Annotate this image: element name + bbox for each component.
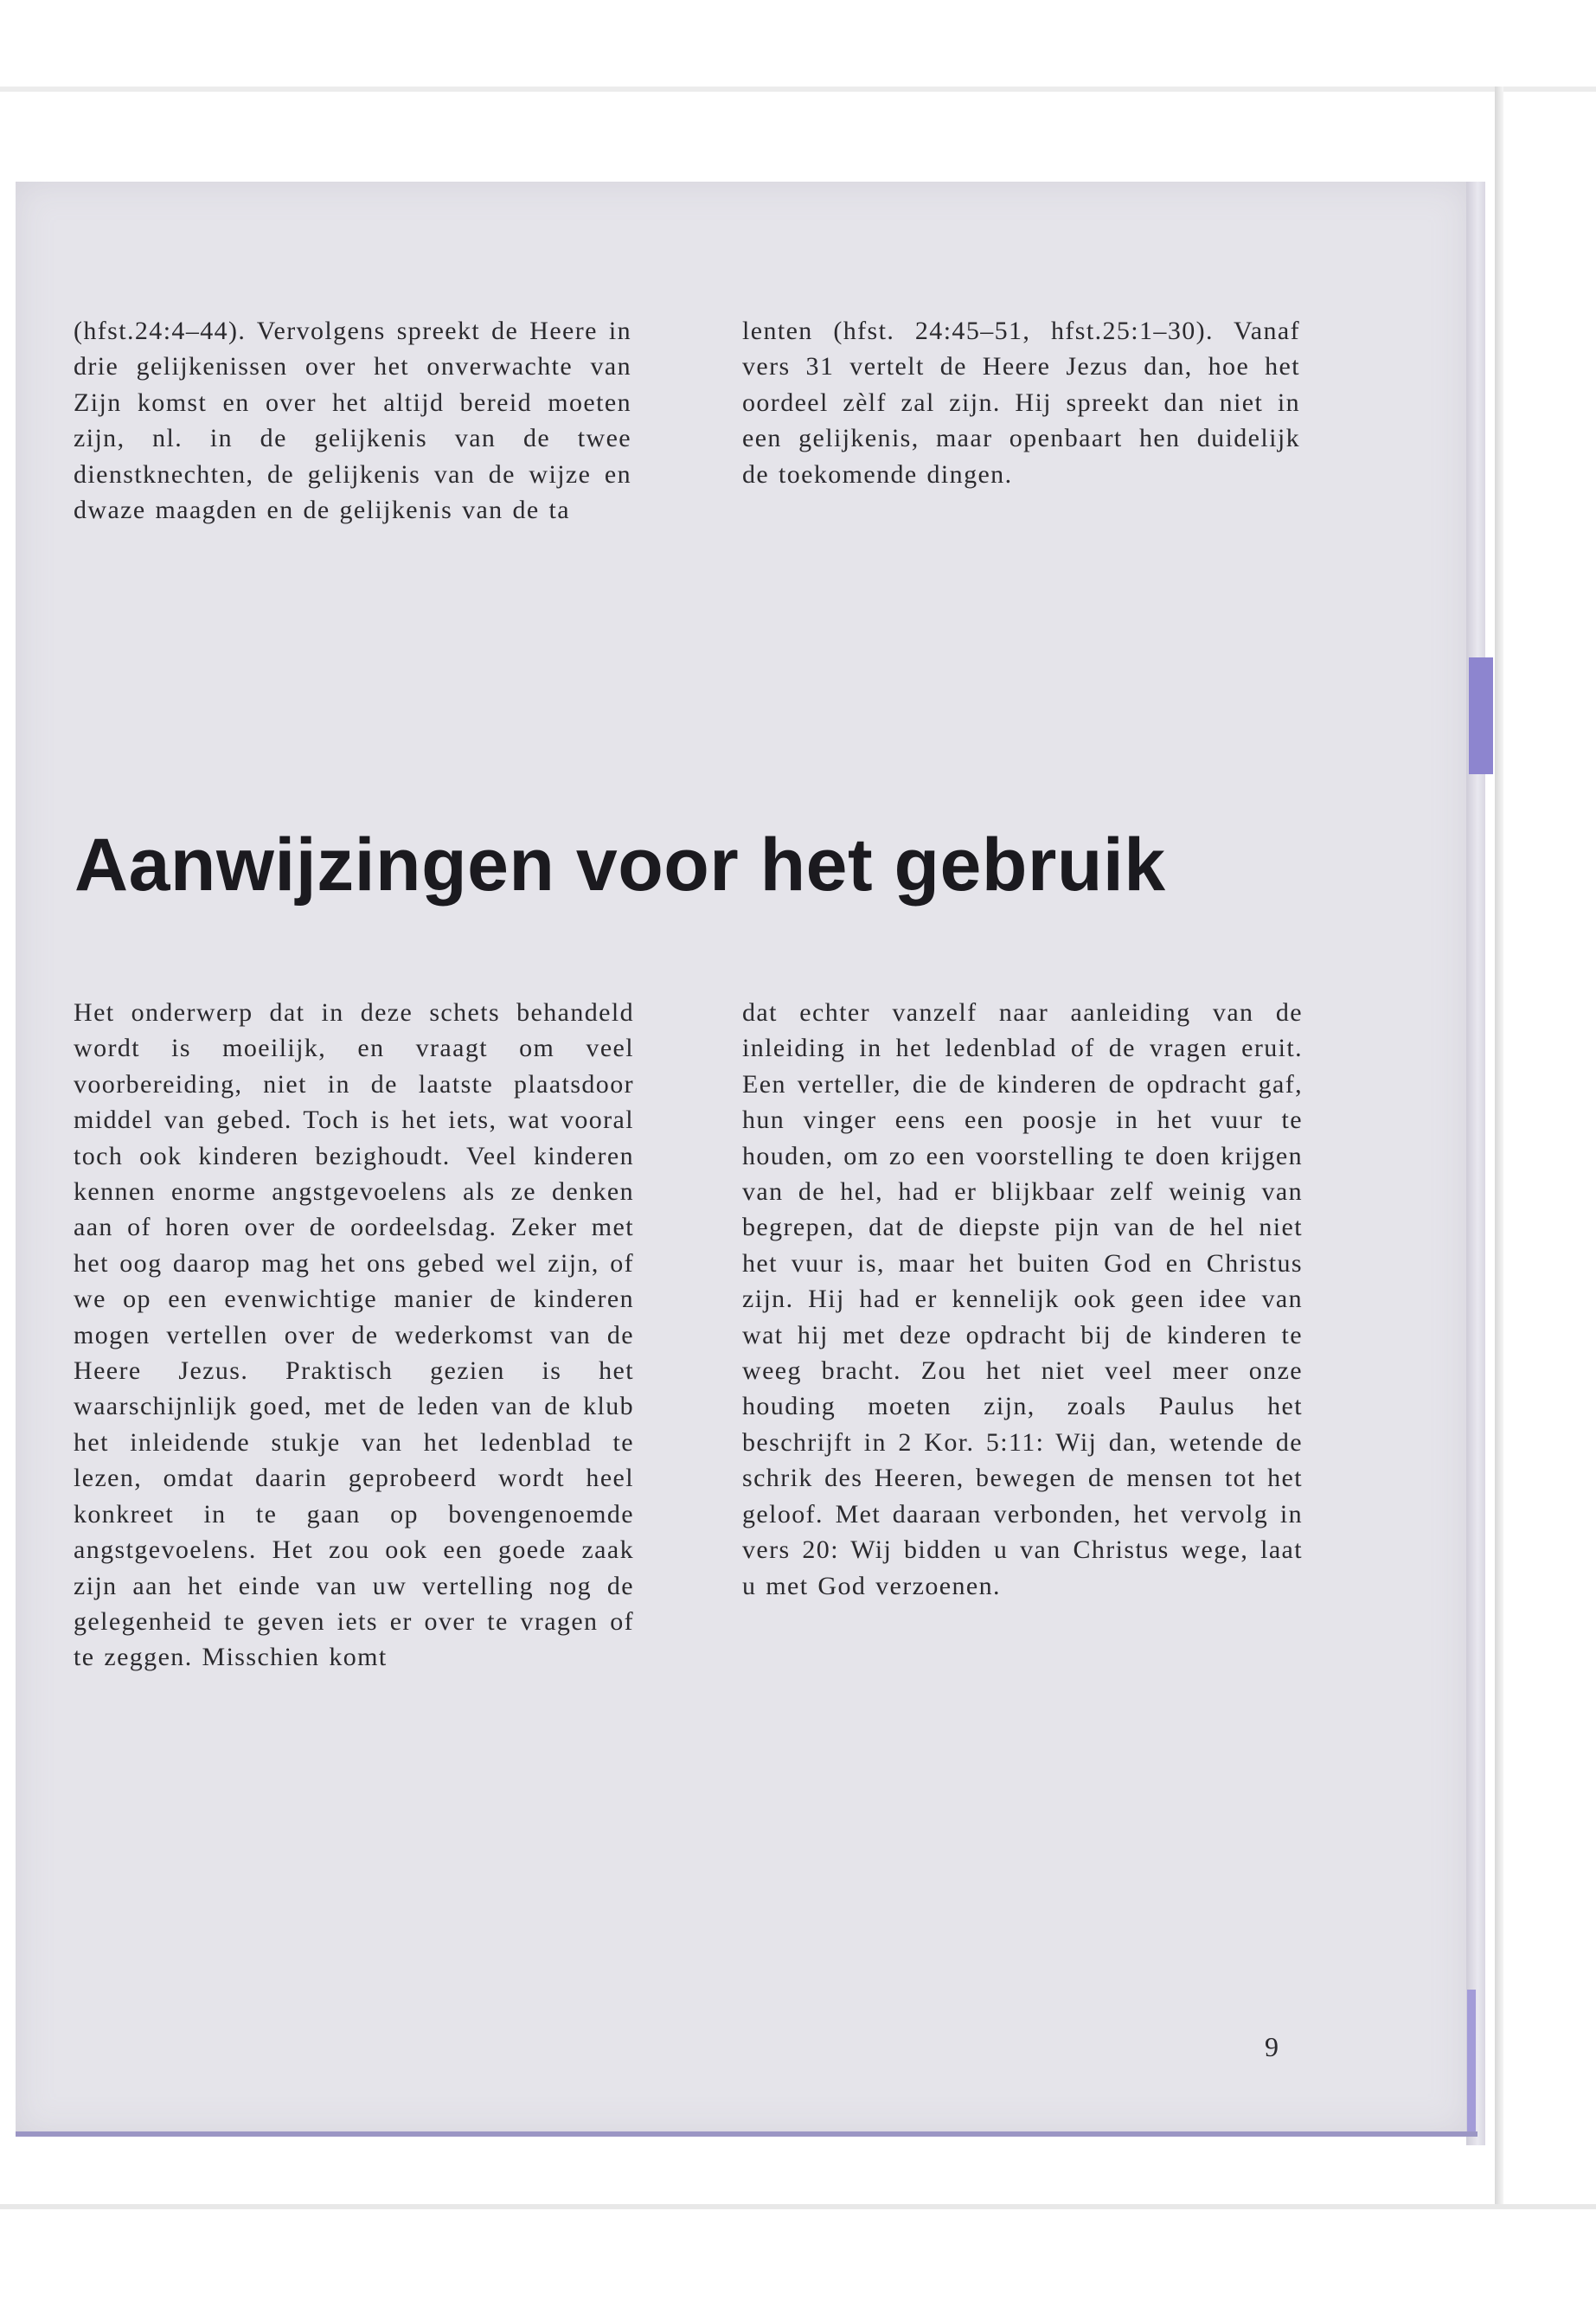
violet-page-strip bbox=[1467, 1990, 1476, 2137]
page-edge-stack bbox=[1466, 182, 1485, 2145]
body-right-paragraph: dat echter vanzelf naar aanleiding van de inleiding in het ledenblad of de vragen eruit. Een verteller, die de kinderen de opdracht gaf, hun vinger eens een poosje in het vuur te houden, om zo een voorstelling te doen krijgen van de hel, had er blijkbaar zelf weinig van begrepen, dat de diepste pijn van de hel niet het vuur is, maar het buiten God en Christus zijn. Hij had er kennelijk ook geen idee van wat hij met deze opdracht bij de kinderen te weeg bracht. Zou het niet veel meer onze houding moeten zijn, zoals Paulus het beschrijft in 2 Kor. 5:11: Wij dan, wetende de schrik des Heeren, bewegen de mensen tot het geloof. Met daaraan verbonden, het vervolg in vers 20: Wij bidden u van Christus wege, laat u met God verzoenen. bbox=[742, 998, 1303, 1600]
top-right-paragraph: lenten (hfst. 24:45–51, hfst.25:1–30). Vanaf vers 31 vertelt de Heere Jezus dan, hoe het oordeel zèlf zal zijn. Hij spreekt dan niet in een gelijkenis, maar openbaart hen duidelijk de toekomende dingen. bbox=[742, 317, 1300, 489]
section-heading: Aanwijzingen voor het gebruik bbox=[74, 824, 1166, 907]
scan-frame-right bbox=[1495, 87, 1503, 2206]
violet-page-tab bbox=[1469, 657, 1493, 774]
scan-frame-bottom bbox=[0, 2204, 1596, 2209]
page-number: 9 bbox=[1265, 2031, 1279, 2062]
body-left-paragraph: Het onderwerp dat in deze schets behandeld wordt is moeilijk, en vraagt om veel voorbereiding, niet in de laatste plaatsdoor middel van gebed. Toch is het iets, wat vooral toch ook kinderen bezighoudt. Veel kinderen kennen enorme angstgevoelens als ze denken aan of horen over de oordeelsdag. Zeker met het oog daarop mag het ons gebed wel zijn, of we op een evenwichtige manier de kinderen mogen vertellen over de wederkomst van de Heere Jezus. Praktisch gezien is het waarschijnlijk goed, met de leden van de klub het inleidende stukje van het ledenblad te lezen, omdat daarin geprobeerd wordt heel konkreet in te gaan op bovengenoemde angstgevoelens. Het zou ook een goede zaak zijn aan het einde van uw vertelling nog de gelegenheid te geven iets er over te vragen of te zeggen. Misschien komt bbox=[74, 998, 634, 1672]
scan-frame-top bbox=[0, 87, 1596, 92]
page-bottom-edge bbox=[16, 2131, 1477, 2137]
top-left-paragraph: (hfst.24:4–44). Vervolgens spreekt de Heere in drie gelijkenissen over het onverwachte van Zijn komst en over het altijd bereid moeten zijn, nl. in de gelijkenis van de twee dienstknechten, de gelijkenis van de wijze en dwaze maagden en de gelijkenis van de ta bbox=[74, 317, 631, 525]
